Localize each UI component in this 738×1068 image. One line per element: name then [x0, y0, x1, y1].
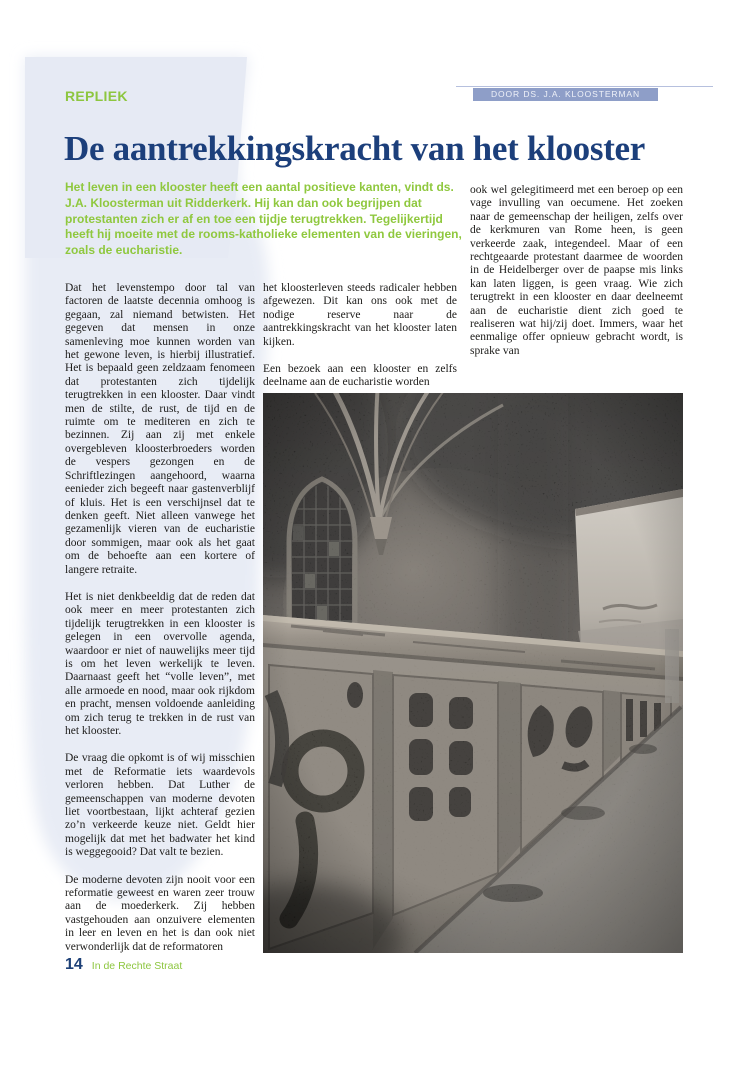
cloister-photo-illustration	[263, 393, 683, 953]
page-number: 14	[65, 956, 83, 973]
article-title: De aantrekkingskracht van het klooster	[64, 129, 646, 169]
paragraph: De vraag die opkomt is of wij misschien met de Reformatie iets waardevols verloren hebben. Dat Luther de gemeenschappen van moderne devoten liet voortbestaan, lijkt achteraf gezien zo’n verkeerde keuze niet. Geldt hier mogelijk dat met het badwater het kind is weggegooid? Dat valt te bezien.	[65, 752, 255, 859]
text-column-2	[263, 282, 457, 404]
paragraph: Een bezoek aan een klooster en zelfs deelname aan de eucharistie worden	[263, 363, 457, 389]
paragraph: ook wel gelegitimeerd met een beroep op een vage invulling van oecumene. Het zoeken naar de gemeenschap der heiligen, zelfs over de kerkmuren van Rome heen, is geen verkeerde zaak, integendeel. Maar of een rechtgeaarde protestant daarmee de woorden in de Heidelberger over de paapse mis links kan laten liggen, is geen vraag. Wie zich terugtrekt in een klooster en daar deelneemt aan de eucharistie dient zich goed te realiseren wat hij/zij doet. Immers, waar het eenmalige offer opnieuw gebracht wordt, is sprake van	[470, 184, 683, 357]
article-photo	[263, 393, 683, 953]
paragraph: De moderne devoten zijn nooit voor een reformatie geweest en waren zeer trouw aan de moederkerk. Zij hebben vastgehouden aan onzuivere elementen in leer en leven en het is dan ook niet verwonderlijk dat de reformatoren	[65, 873, 255, 953]
text-column-1	[65, 282, 255, 968]
text-column-3	[470, 184, 683, 372]
article-intro: Het leven in een klooster heeft een aantal positieve kanten, vindt ds. J.A. Kloosterman uit Ridderkerk. Hij kan dan ook begrijpen dat protestanten zich er af en toe een tijdje terugtrekken. Tegelijkertijd heeft hij moeite met de rooms-katholieke elementen van de vieringen, zoals de eucharistie.	[65, 180, 462, 258]
paragraph: Het is niet denkbeeldig dat de reden dat ook meer en meer protestanten zich tijdelijk terugtrekken in een klooster is gelegen in een overvolle agenda, waardoor er niet of nauwelijks meer tijd is om het leven werkelijk te leven. Daarnaast geeft het “volle leven”, met alle armoede en nood, maar ook rijkdom en pracht, mensen voldoende aanleiding om zich terug te trekken in de rust van het klooster.	[65, 590, 255, 737]
section-kicker: REPLIEK	[65, 88, 128, 104]
paragraph: Dat het levenstempo door tal van factoren de laatste decennia omhoog is gegaan, zal niemand betwisten. Het gegeven dat mensen in onze samenleving moe kunnen worden van het gewone leven, is hierbij illustratief. Het is bepaald geen zeldzaam fenomeen dat protestanten zich tijdelijk terugtrekken in een klooster. Daar vindt men de stilte, de rust, de tijd en de ruimte om te mediteren en zich te bezinnen. Zij aan zij met enkele overgebleven kloosterbroeders worden de vespers gezongen en de Schriftlezingen aangehoord, waarna eenieder zich begeeft naar gastenverblijf of kluis. Het is een verschijnsel dat te denken geeft. Niet alleen vanwege het gezamenlijk vieren van de eucharistie door sommigen, maar ook als het gaat om de behoefte aan een kortere of langere retraite.	[65, 282, 255, 576]
byline-rule	[456, 86, 713, 87]
byline-badge: DOOR DS. J.A. KLOOSTERMAN	[473, 88, 658, 101]
paragraph: het kloosterleven steeds radicaler hebben afgewezen. Dit kan ons ook met de nodige reserve naar de aantrekkingskracht van het klooster laten kijken.	[263, 282, 457, 348]
page-footer	[65, 956, 182, 974]
magazine-title: In de Rechte Straat	[91, 960, 183, 972]
